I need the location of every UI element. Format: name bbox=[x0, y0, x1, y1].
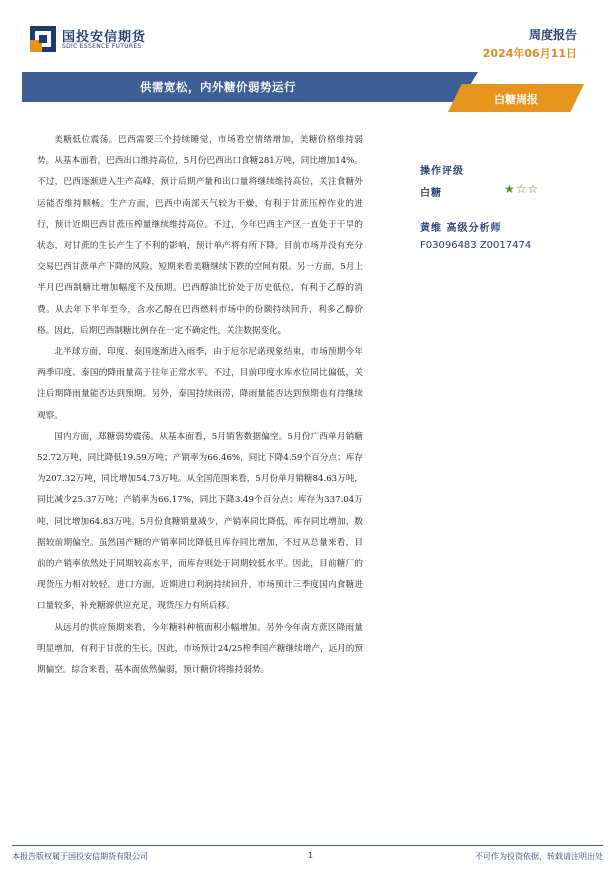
company-logo bbox=[30, 24, 180, 56]
star-empty-icon: ☆ bbox=[515, 182, 528, 196]
page-number: 1 bbox=[308, 851, 314, 860]
report-tag: 白糖周报 bbox=[494, 93, 538, 106]
analyst-cert: F03096483 Z0017474 bbox=[420, 240, 532, 251]
paragraph-northern-hemisphere: 北半球方面，印度、泰国逐渐进入雨季，由于厄尔尼诺现象结束，市场预期今年两季印度、泰国的降雨量高于往年正常水平。不过，目前印度水库水位同比偏低，关注后期降雨量能否达到预期。另外，泰国持续雨涝，降雨量能否达到预期也有待继续观察。 bbox=[37, 347, 363, 421]
logo-text-cn: 国投安信期货 bbox=[62, 30, 147, 45]
star-empty-icon: ☆ bbox=[527, 182, 540, 196]
rating-row bbox=[420, 184, 590, 198]
logo-mark-icon bbox=[30, 26, 56, 52]
report-type: 周度报告 bbox=[528, 28, 577, 42]
report-body bbox=[37, 130, 363, 681]
report-date: 2024年06月11日 bbox=[482, 47, 577, 60]
rating-stars-icon bbox=[504, 182, 539, 196]
footer-disclaimer: 不可作为投资依据，转载请注明出处 bbox=[475, 852, 603, 861]
star-filled-icon: ★ bbox=[504, 182, 516, 196]
report-headline: 供需宽松，内外糖价弱势运行 bbox=[140, 80, 296, 94]
paragraph-us-brazil: 美糖低位震荡。巴西需要三个持续睡觉，市场看空情绪增加，美糖价格维持弱势。从基本面看，巴西出口维持高位，5月份巴西出口食糖281万吨，同比增加14%。不过，巴西逐渐进入生产高峰，预计后期产量和出口量将继续维持高位，关注食糖外运能否维持顺畅。生产方面，巴西中南部天气较为干燥，有利于甘蔗压榨作业的进行，预计近期巴西甘蔗压榨量继续维持高位。不过，今年巴西主产区一直处于干旱的状态，对甘蔗的生长产生了不利的影响，预计单产将有所下降。目前市场并没有充分交易巴西甘蔗单产下降的风险，短期来看美糖继续下跌的空间有限。另一方面，5月上半月巴西制糖比增加幅度不及预期。巴西醇油比价处于历史低位，有利于乙醇的消费。从去年下半年至今，含水乙醇在巴西燃料市场中的份额持续回升，利多乙醇价格。因此，后期巴西制糖比例存在一定不确定性，关注数据变化。 bbox=[37, 135, 363, 336]
rating-product: 白糖 bbox=[420, 188, 442, 199]
paragraph-outlook: 从远月的供应预期来看，今年糖料种植面积小幅增加。另外今年南方蔗区降雨量明显增加，有利于甘蔗的生长。因此，市场预计24/25榨季国产糖继续增产，远月的预期偏空。综合来看，基本面依然偏弱，预计糖价将维持弱势。 bbox=[37, 622, 363, 676]
footer-divider bbox=[12, 845, 603, 846]
paragraph-domestic: 国内方面，郑糖弱势震荡。从基本面看，5月销售数据偏空。5月份广西单月销糖52.72万吨，同比降低19.59万吨；产销率为66.46%，同比下降4.59个百分点；库存为207.32万吨，同比增加54.73万吨。从全国范围来看，5月份单月销糖84.63万吨，同比减少25.37万吨；产销率为66.17%，同比下降3.49个百分点；库存为337.04万吨，同比增加64.83万吨。5月份食糖销量减少，产销率同比降低，库存同比增加，数据较前期偏空。虽然国产糖的产销率同比降低且库存同比增加，不过从总量来看，目前的产销率依然处于同期较高水平，而库存则处于同期较低水平。因此，目前糖厂的现货压力相对较轻。进口方面，近期进口利润持续回升，市场预计三季度国内食糖进口量较多，补充糖源供应充足，现货压力有所后移。 bbox=[37, 431, 363, 612]
rating-panel bbox=[420, 162, 590, 251]
logo-text-en: SDIC ESSENCE FUTURES bbox=[62, 43, 142, 50]
footer-copyright: 本报告版权属于国投安信期货有限公司 bbox=[12, 852, 148, 861]
rating-title: 操作评级 bbox=[420, 166, 464, 177]
title-banner bbox=[22, 72, 584, 112]
analyst-name: 黄维 高级分析师 bbox=[420, 223, 502, 234]
